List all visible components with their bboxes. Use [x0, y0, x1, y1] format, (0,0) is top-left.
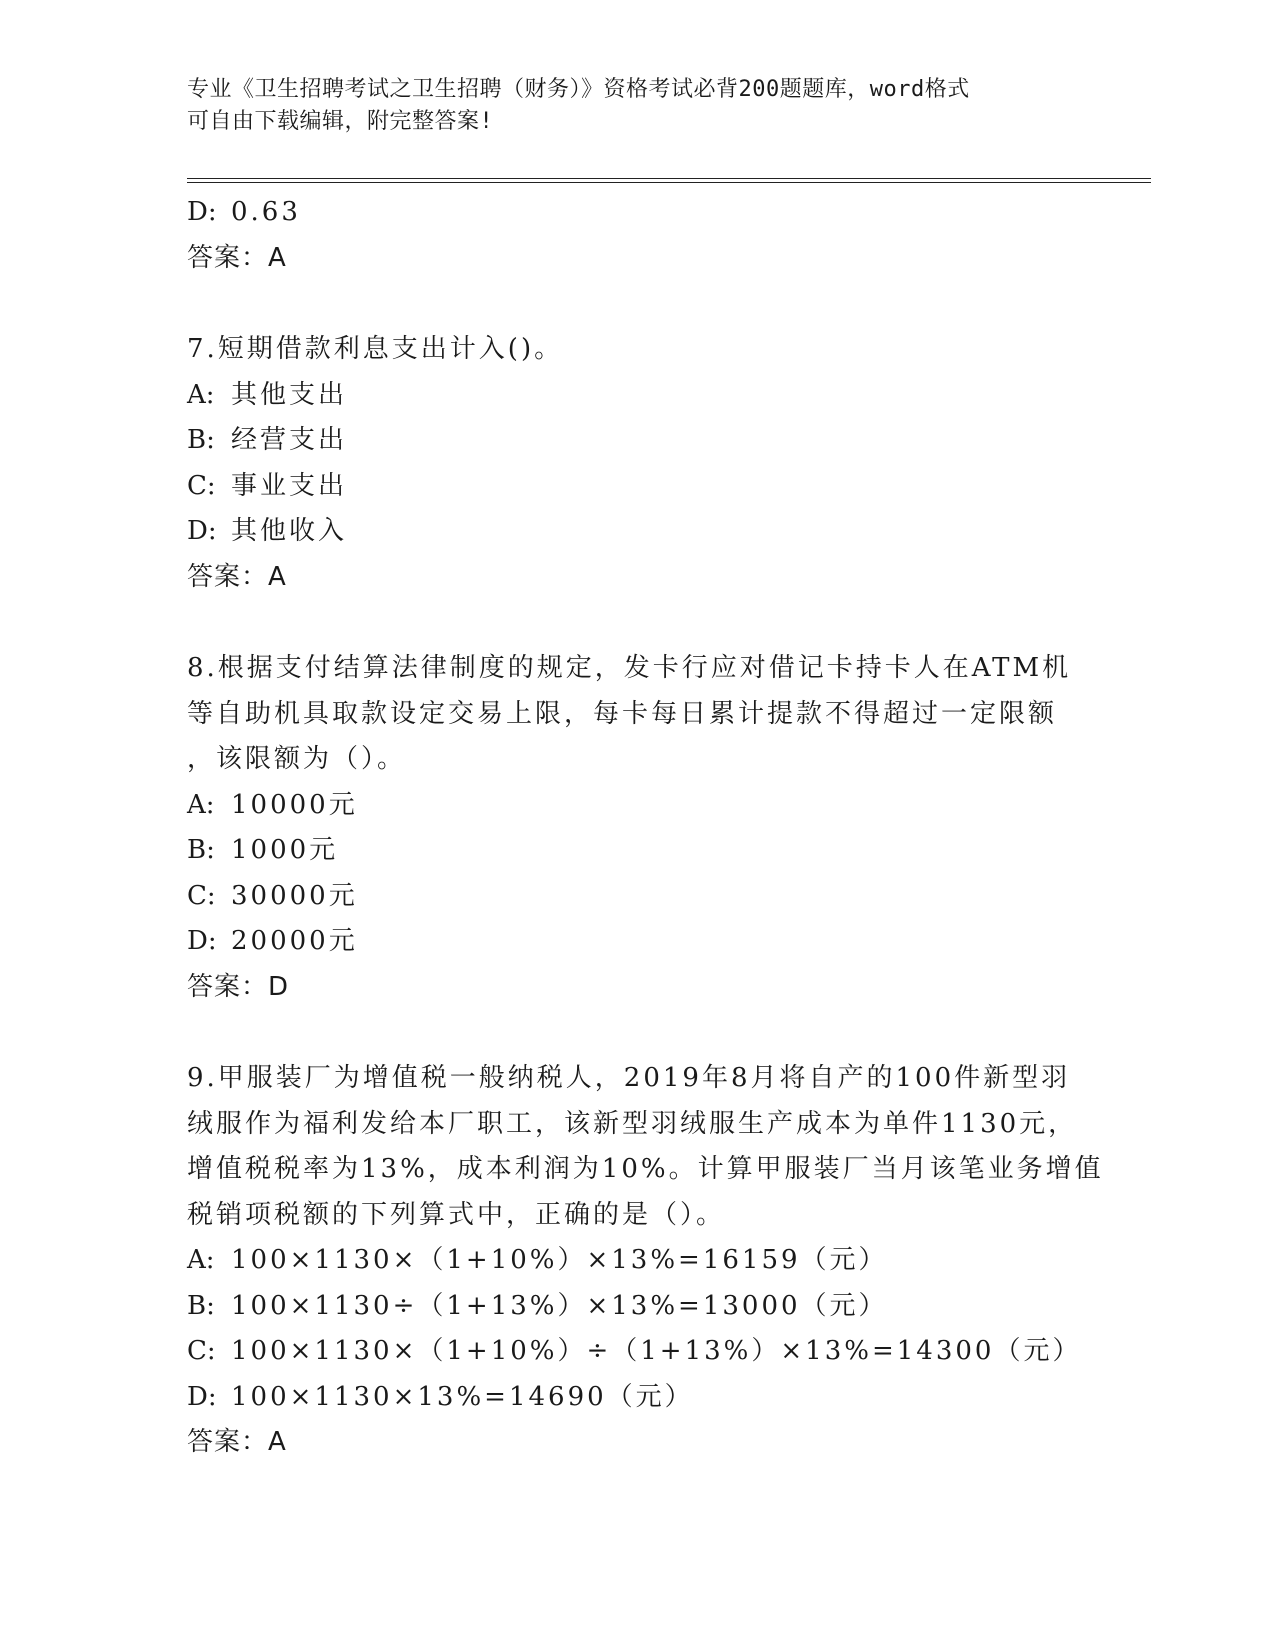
q8-option-b [187, 828, 1087, 874]
q9-option-a [187, 1238, 1087, 1284]
option-text: 其他收入 [231, 516, 348, 546]
option-text: 其他支出 [231, 379, 348, 410]
q7-answer: 答案：A [187, 561, 287, 592]
option-prefix: B: [187, 835, 215, 865]
q9-option-d [187, 1375, 1087, 1421]
option-prefix: C: [187, 470, 216, 501]
option-text: 20000元 [231, 926, 358, 956]
option-prefix: D: [187, 516, 217, 546]
q9-stem-line-2: 绒服作为福利发给本厂职工，该新型羽绒服生产成本为单件1130元， [187, 1108, 1078, 1139]
option-prefix: D: [187, 197, 217, 227]
option-prefix: C: [187, 1336, 216, 1366]
question-gap [187, 281, 1087, 327]
q8-option-a [187, 783, 1087, 829]
option-prefix: D: [187, 926, 217, 956]
prev-option-d [187, 190, 1087, 236]
header-line-2: 可自由下载编辑，附完整答案! [187, 109, 494, 134]
document-body [187, 190, 1104, 1466]
header-divider-top [187, 178, 1151, 179]
option-prefix: C: [187, 880, 216, 911]
q7-option-c [187, 464, 1087, 510]
option-prefix: A: [187, 1245, 215, 1275]
option-text: 100×1130×13%=14690（元） [231, 1381, 694, 1412]
q8-stem-line-2: 等自助机具取款设定交易上限，每卡每日累计提款不得超过一定限额 [187, 698, 1058, 729]
option-text: 10000元 [231, 789, 358, 820]
q9-stem-line-4: 税销项税额的下列算式中，正确的是（）。 [187, 1199, 726, 1230]
q8-answer: 答案：D [187, 971, 290, 1002]
option-prefix: A: [187, 789, 215, 820]
document-header [187, 74, 1087, 138]
option-text: 100×1130×（1+10%）÷（1+13%）×13%=14300（元） [231, 1336, 1082, 1366]
q8-stem-line-3: ，该限额为（）。 [187, 744, 407, 774]
q8-option-d [187, 919, 1087, 965]
q9-stem-line-1: 9.甲服装厂为增值税一般纳税人，2019年8月将自产的100件新型羽 [187, 1063, 1071, 1093]
q9-option-b [187, 1284, 1087, 1330]
question-gap [187, 600, 1087, 646]
option-text: 事业支出 [231, 470, 348, 501]
q9-stem-line-3: 增值税税率为13%，成本利润为10%。计算甲服装厂当月该笔业务增值 [187, 1154, 1104, 1184]
option-prefix: B: [187, 1290, 215, 1321]
q7-option-b [187, 418, 1087, 464]
option-text: 100×1130×（1+10%）×13%=16159（元） [231, 1245, 888, 1275]
q9-answer: 答案：A [187, 1427, 287, 1457]
q7-option-a [187, 373, 1087, 419]
prev-answer: 答案：A [187, 242, 287, 273]
q8-stem-line-1: 8.根据支付结算法律制度的规定，发卡行应对借记卡持卡人在ATM机 [187, 653, 1072, 683]
q9-option-c [187, 1329, 1087, 1375]
question-gap [187, 1010, 1087, 1056]
q7-option-d [187, 509, 1087, 555]
option-text: 1000元 [231, 835, 339, 865]
header-line-1: 专业《卫生招聘考试之卫生招聘（财务）》资格考试必背200题题库，word格式 [187, 77, 970, 102]
option-prefix: A: [187, 379, 215, 410]
option-prefix: B: [187, 425, 215, 455]
header-divider-bottom [187, 182, 1151, 183]
q8-option-c [187, 874, 1087, 920]
option-text: 100×1130÷（1+13%）×13%=13000（元） [231, 1290, 888, 1321]
option-text: 30000元 [231, 880, 358, 911]
q7-stem: 7.短期借款利息支出计入()。 [187, 334, 564, 364]
option-text: 0.63 [231, 197, 301, 227]
option-prefix: D: [187, 1381, 217, 1412]
option-text: 经营支出 [231, 425, 348, 455]
